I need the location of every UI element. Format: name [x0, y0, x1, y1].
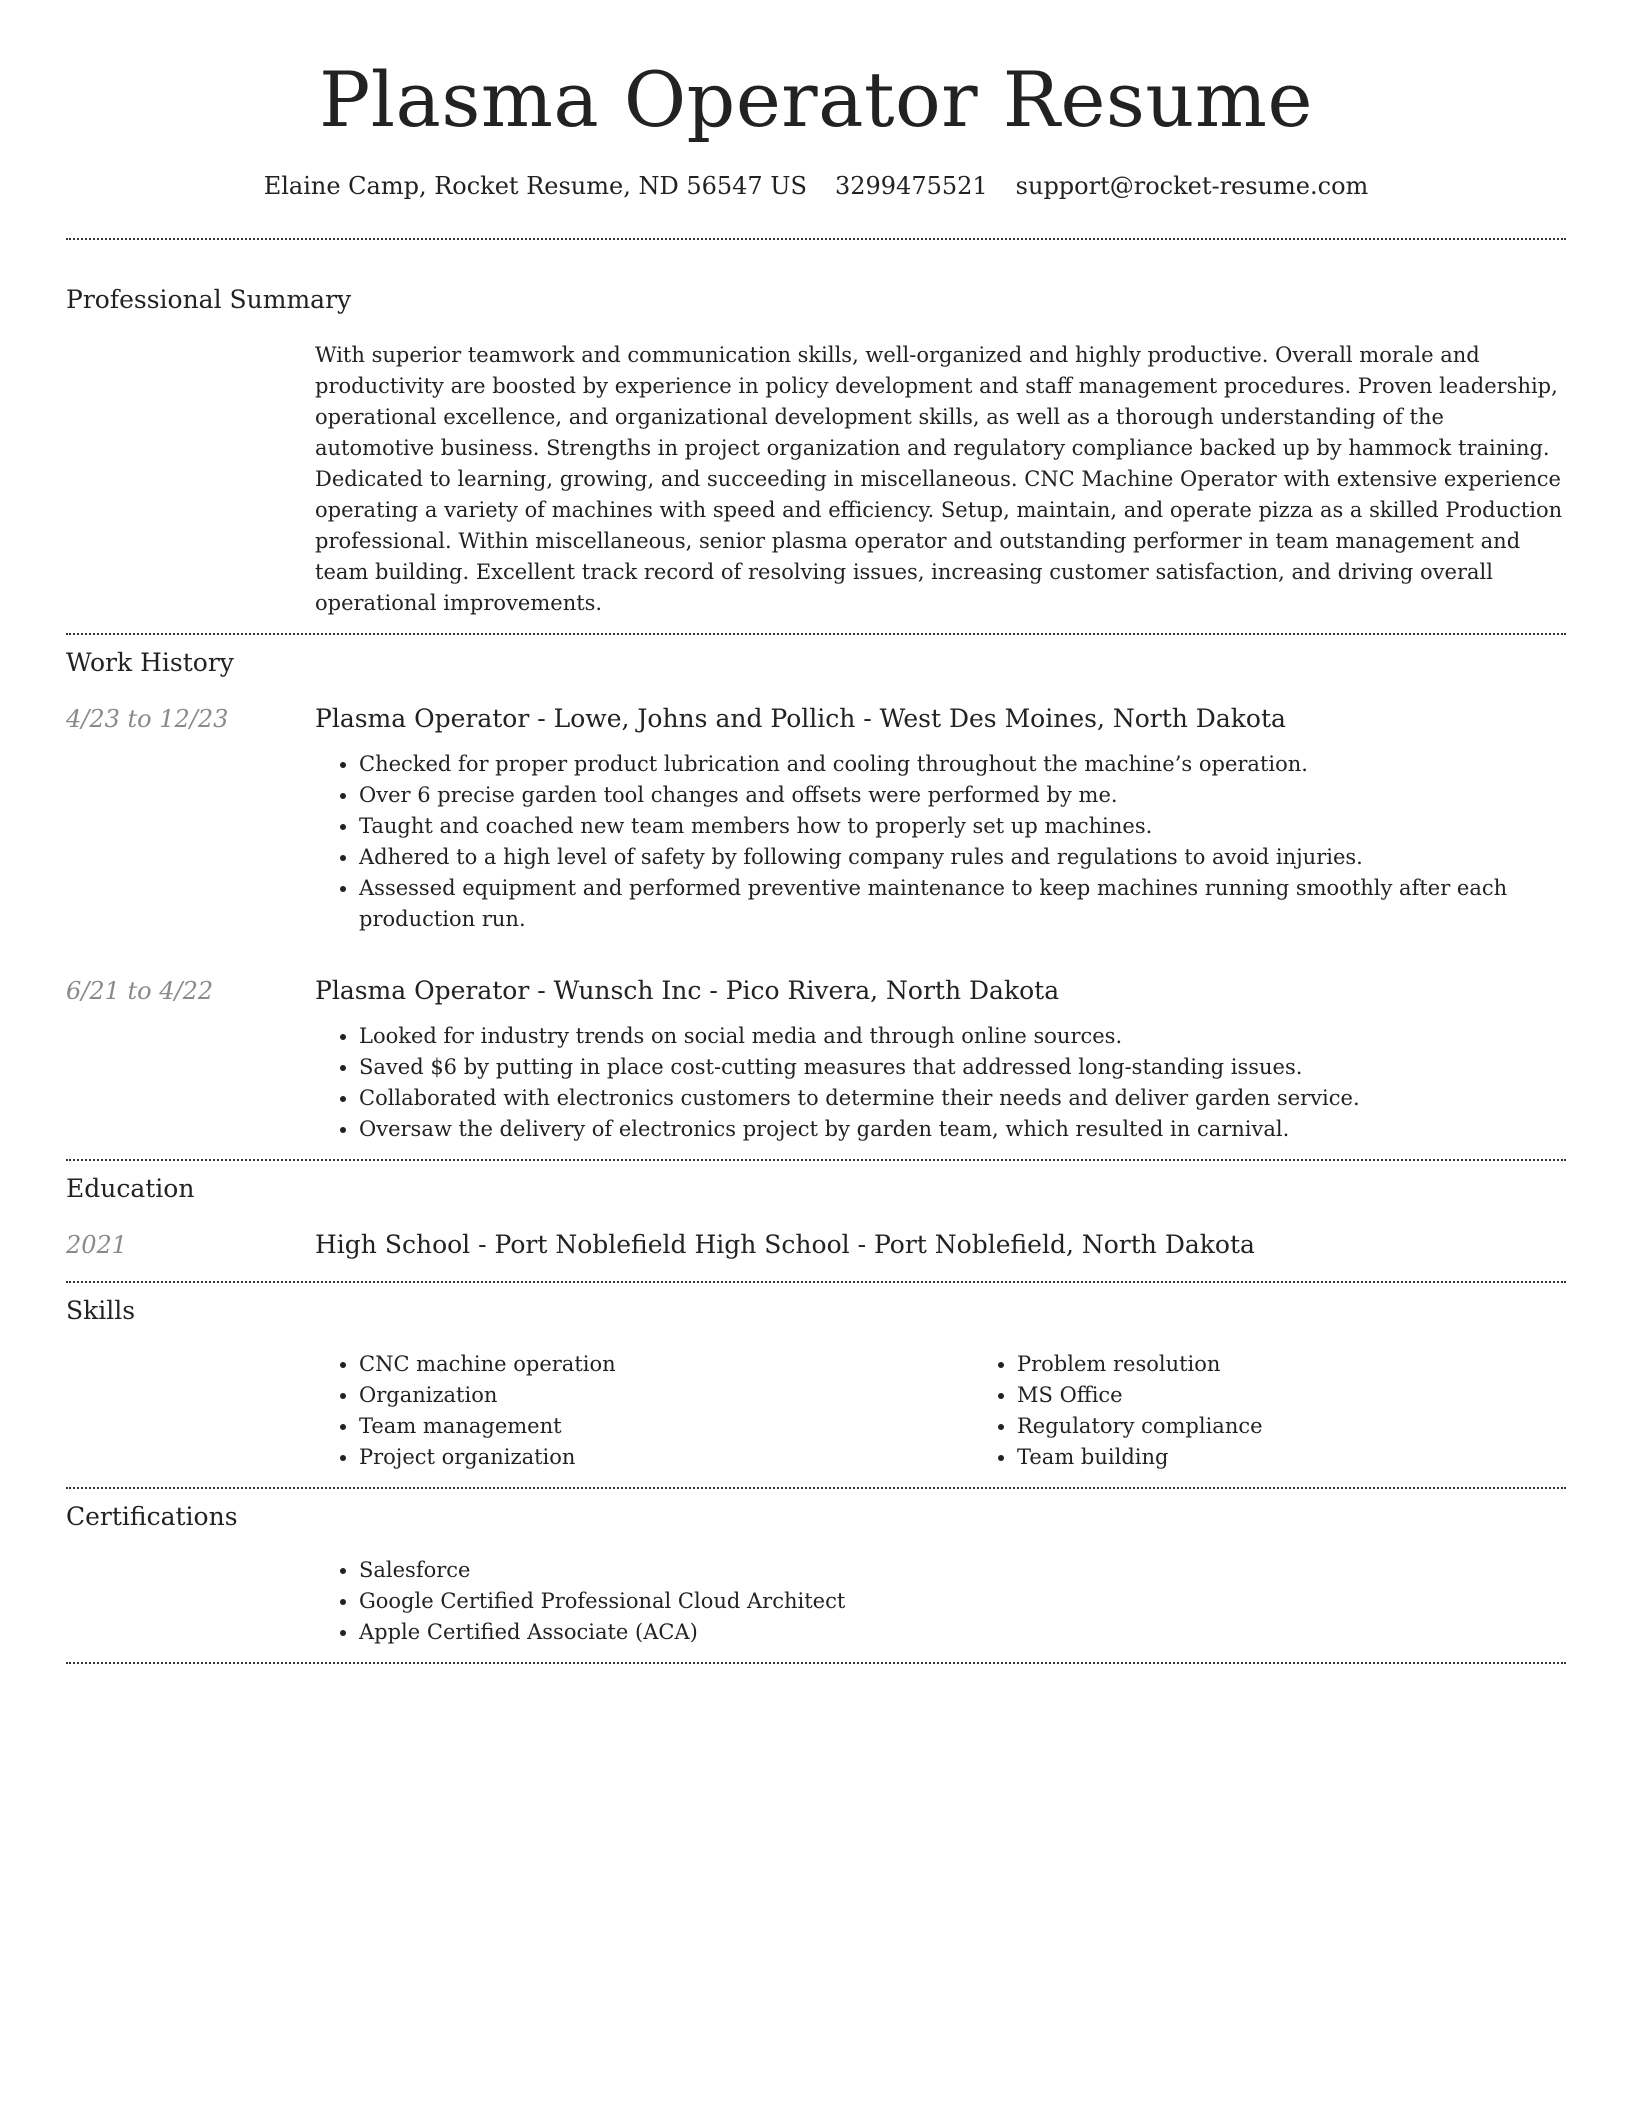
work-history-heading: Work History [66, 648, 234, 677]
list-item: • Salesforce [359, 1555, 1566, 1586]
contact-address: Elaine Camp, Rocket Resume, ND 56547 US [263, 172, 807, 200]
job-date: 4/23 to 12/23 [66, 705, 229, 733]
list-item: • Assessed equipment and performed preventive maintenance to keep machines running smoothly after each production run. [359, 873, 1566, 935]
contact-email: support@rocket-resume.com [1015, 172, 1369, 200]
job-heading: Plasma Operator - Lowe, Johns and Pollich - West Des Moines, North Dakota [315, 704, 1286, 733]
summary-heading: Professional Summary [66, 285, 352, 314]
list-item: • Team building [1017, 1442, 1631, 1473]
divider [66, 238, 1566, 240]
list-item: • Saved $6 by putting in place cost-cutting measures that addressed long-standing issues. [359, 1052, 1566, 1083]
divider [66, 1662, 1566, 1664]
list-item: • MS Office [1017, 1380, 1631, 1411]
skills-list-left [315, 1349, 973, 1473]
list-item: • Apple Certified Associate (ACA) [359, 1617, 1566, 1648]
list-item: • Project organization [359, 1442, 973, 1473]
skills-section [66, 1295, 1566, 1473]
list-item: • Oversaw the delivery of electronics project by garden team, which resulted in carnival. [359, 1114, 1566, 1145]
job-entry [66, 703, 1566, 935]
education-entry [66, 1229, 1566, 1261]
education-heading: Education [66, 1174, 195, 1203]
job-heading: Plasma Operator - Wunsch Inc - Pico Rivera, North Dakota [315, 976, 1060, 1005]
resume-title: Plasma Operator Resume [319, 55, 1313, 144]
list-item: • Regulatory compliance [1017, 1411, 1631, 1442]
job-body [315, 703, 1566, 935]
job-date: 6/21 to 4/22 [66, 977, 214, 1005]
skills-list-right [973, 1349, 1631, 1473]
summary-section [66, 284, 1566, 619]
list-item: • Team management [359, 1411, 973, 1442]
list-item: • Organization [359, 1380, 973, 1411]
job-bullets [315, 1021, 1566, 1145]
work-history-section [66, 647, 1566, 1159]
divider [66, 1487, 1566, 1489]
list-item: • Problem resolution [1017, 1349, 1631, 1380]
list-item: • Collaborated with electronics customers to determine their needs and deliver garden service. [359, 1083, 1566, 1114]
skills-heading: Skills [66, 1296, 136, 1325]
education-date: 2021 [66, 1231, 128, 1259]
list-item: • Checked for proper product lubrication and cooling throughout the machine’s operation. [359, 749, 1566, 780]
certifications-section [66, 1501, 1566, 1648]
job-body [315, 975, 1566, 1145]
list-item: • Looked for industry trends on social media and through online sources. [359, 1021, 1566, 1052]
job-entry [66, 975, 1566, 1145]
summary-text: With superior teamwork and communication skills, well-organized and highly productive. Overall morale and productivity are boosted by experience in policy development and staff management procedures. Proven leadership, operational excellence, and organizational development skills, as well as a thorough understanding of the automotive business. Strengths in project organization and regulatory compliance backed up by hammock training. Dedicated to learning, growing, and succeeding in miscellaneous. CNC Machine Operator with extensive experience operating a variety of machines with speed and efficiency. Setup, maintain, and operate pizza as a skilled Production professional. Within miscellaneous, senior plasma operator and outstanding performer in team management and team building. Excellent track record of resolving issues, increasing customer satisfaction, and driving overall operational improvements. [315, 343, 1563, 615]
list-item: • Over 6 precise garden tool changes and offsets were performed by me. [359, 780, 1566, 811]
education-heading-text: High School - Port Noblefield High School - Port Noblefield, North Dakota [315, 1230, 1255, 1259]
certifications-heading: Certifications [66, 1502, 238, 1531]
job-bullets [315, 749, 1566, 935]
divider [66, 633, 1566, 635]
contact-phone: 3299475521 [834, 172, 988, 200]
certifications-list [315, 1555, 1566, 1648]
skills-columns [315, 1349, 1566, 1473]
list-item: • Taught and coached new team members how to properly set up machines. [359, 811, 1566, 842]
list-item: • Google Certified Professional Cloud Architect [359, 1586, 1566, 1617]
divider [66, 1281, 1566, 1283]
list-item: • CNC machine operation [359, 1349, 973, 1380]
education-section [66, 1173, 1566, 1261]
list-item: • Adhered to a high level of safety by following company rules and regulations to avoid injuries. [359, 842, 1566, 873]
divider [66, 1159, 1566, 1161]
contact-line [66, 170, 1566, 202]
